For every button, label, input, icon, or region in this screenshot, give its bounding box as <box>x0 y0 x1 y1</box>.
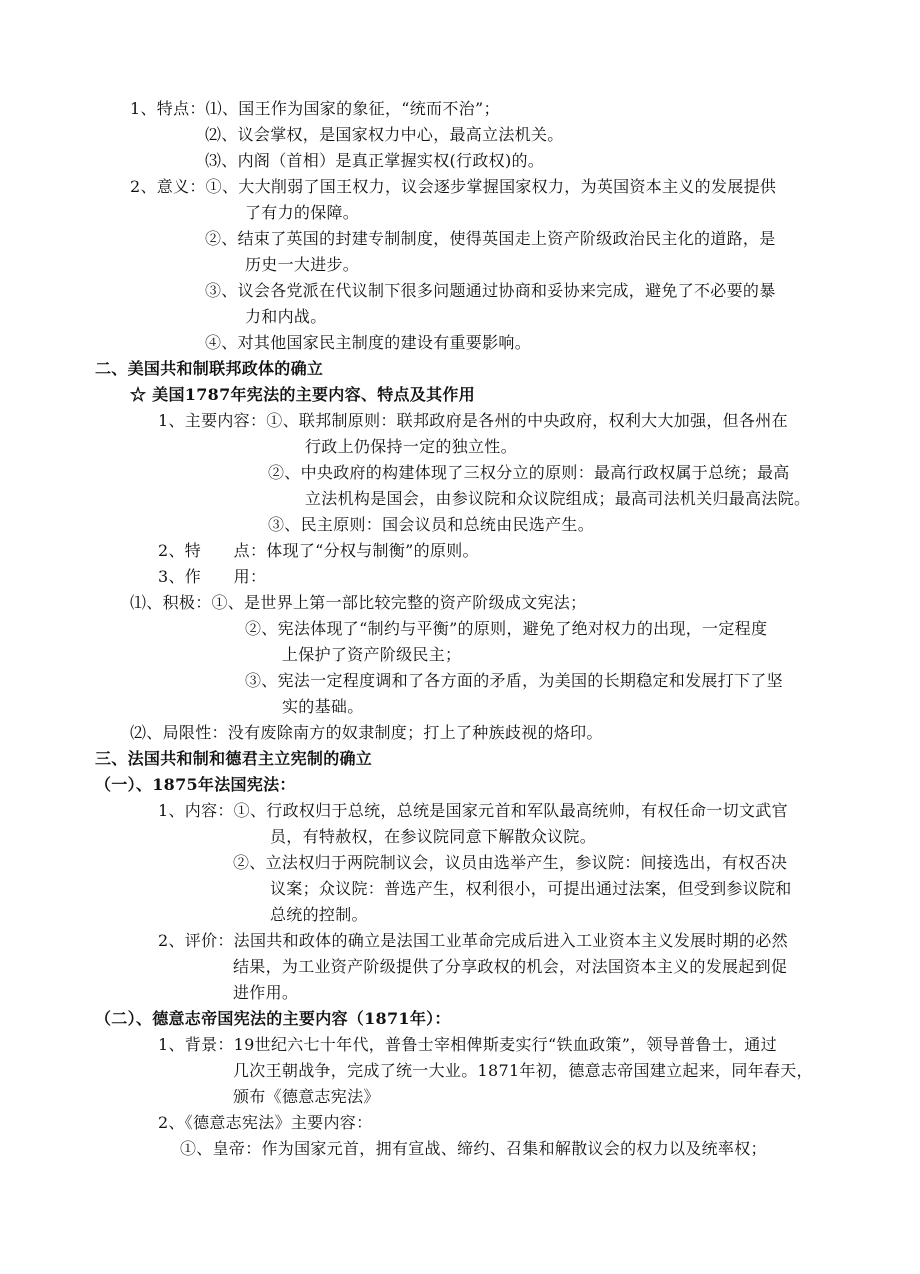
section-heading-france-germany: 三、法国共和制和德君主立宪制的确立 <box>95 749 373 768</box>
uk-significance-line-3: ③、议会各党派在代议制下很多问题通过协商和妥协来完成，避免了不必要的暴 <box>205 281 776 300</box>
germany-background-line-1b: 几次王朝战争，完成了统一大业。1871年初，德意志帝国建立起来，同年春天， <box>233 1061 813 1080</box>
uk-feature-line-3: ⑶、内阁（首相）是真正掌握实权(行政权)的。 <box>205 151 545 170</box>
germany-background-line-1: 1、背景：19世纪六七十年代，普鲁士宰相俾斯麦实行“铁血政策”，领导普鲁士，通过 <box>158 1035 777 1054</box>
uk-significance-line-3b: 力和内战。 <box>245 307 327 326</box>
usa-content-line-1b: 行政上仍保持一定的独立性。 <box>305 437 517 456</box>
france-content-line-2c: 总统的控制。 <box>270 905 368 924</box>
uk-feature-line-1: 1、特点：⑴、国王作为国家的象征，“统而不治”； <box>130 99 500 118</box>
france-evaluation-line-1c: 进作用。 <box>233 983 299 1002</box>
subheading-usa-1787: ☆ 美国1787年宪法的主要内容、特点及其作用 <box>130 385 476 404</box>
france-content-line-1: 1、内容：①、行政权归于总统，总统是国家元首和军队最高统帅，有权任命一切文武官 <box>158 801 788 820</box>
usa-content-line-1: 1、主要内容：①、联邦制原则：联邦政府是各州的中央政府，权利大大加强，但各州在 <box>158 411 788 430</box>
france-content-line-2: ②、立法权归于两院制议会，议员由选举产生，参议院：间接选出，有权否决 <box>233 853 788 872</box>
germany-background-line-1c: 颁布《德意志宪法》 <box>233 1087 380 1106</box>
uk-significance-line-2: ②、结束了英国的封建专制制度，使得英国走上资产阶级政治民主化的道路，是 <box>205 229 776 248</box>
france-evaluation-line-1: 2、评价：法国共和政体的确立是法国工业革命完成后进入工业资本主义发展时期的必然 <box>158 931 788 950</box>
usa-content-line-3: ③、民主原则：国会议员和总统由民选产生。 <box>268 515 595 534</box>
usa-content-line-2b: 立法机构是国会，由参议院和众议院组成；最高司法机关归最高法院。 <box>305 489 811 508</box>
usa-positive-line-3: ③、宪法一定程度调和了各方面的矛盾，为美国的长期稳定和发展打下了坚 <box>245 671 783 690</box>
usa-limitation-line: ⑵、局限性：没有废除南方的奴隶制度；打上了种族歧视的烙印。 <box>130 723 603 742</box>
usa-positive-line-1: ⑴、积极：①、是世界上第一部比较完整的资产阶级成文宪法； <box>130 593 587 612</box>
germany-content-heading: 2、《德意志宪法》主要内容： <box>158 1113 373 1132</box>
usa-positive-line-2: ②、宪法体现了“制约与平衡”的原则，避免了绝对权力的出现，一定程度 <box>245 619 768 638</box>
subheading-france-1875: （一）、1875年法国宪法： <box>95 775 296 794</box>
germany-content-line-1: ①、皇帝：作为国家元首，拥有宣战、缔约、召集和解散议会的权力以及统率权； <box>180 1139 767 1158</box>
france-evaluation-line-1b: 结果，为工业资产阶级提供了分享政权的机会，对法国资本主义的发展起到促 <box>233 957 788 976</box>
usa-positive-line-2b: 上保护了资产阶级民主； <box>282 645 462 664</box>
france-content-line-2b: 议案；众议院：普选产生，权利很小，可提出通过法案，但受到参议院和 <box>270 879 792 898</box>
uk-significance-line-1b: 了有力的保障。 <box>245 203 360 222</box>
uk-significance-line-1: 2、意义：①、大大削弱了国王权力，议会逐步掌握国家权力，为英国资本主义的发展提供 <box>130 177 777 196</box>
section-heading-usa: 二、美国共和制联邦政体的确立 <box>95 359 324 378</box>
uk-feature-line-2: ⑵、议会掌权，是国家权力中心，最高立法机关。 <box>205 125 564 144</box>
france-content-line-1b: 员，有特赦权，在参议院同意下解散众议院。 <box>270 827 597 846</box>
uk-significance-line-4: ④、对其他国家民主制度的建设有重要影响。 <box>205 333 532 352</box>
usa-content-line-2: ②、中央政府的构建体现了三权分立的原则：最高行政权属于总统；最高 <box>268 463 790 482</box>
usa-effect-line: 3、作 用： <box>158 567 267 586</box>
subheading-germany-1871: （二）、德意志帝国宪法的主要内容（1871年）： <box>95 1009 451 1028</box>
usa-positive-line-3b: 实的基础。 <box>282 697 364 716</box>
uk-significance-line-2b: 历史一大进步。 <box>245 255 360 274</box>
usa-feature-line: 2、特 点：体现了“分权与制衡”的原则。 <box>158 541 479 560</box>
